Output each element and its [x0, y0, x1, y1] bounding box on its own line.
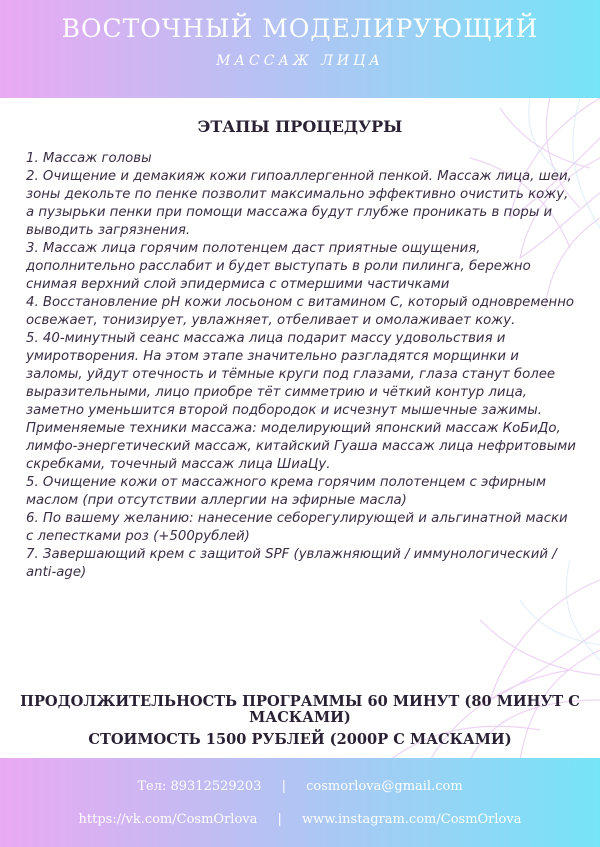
flower-decoration-bottom	[370, 560, 600, 760]
instagram-link[interactable]: www.instagram.com/CosmOrlova	[302, 812, 522, 827]
procedure-heading: ЭТАПЫ ПРОЦЕДУРЫ	[197, 117, 403, 136]
header-banner	[0, 0, 600, 98]
vk-link[interactable]: https://vk.com/CosmOrlova	[78, 812, 258, 827]
footer-banner	[0, 758, 600, 847]
program-price: СТОИМОСТЬ 1500 РУБЛЕЙ (2000Р С МАСКАМИ)	[88, 731, 512, 748]
procedure-step: 4. Восстановление pH кожи лосьоном с витамином С, который одновременно освежает, тонизирует, увлажняет, отбеливает и омолаживает кожу.	[26, 295, 575, 328]
separator: |	[281, 779, 286, 794]
procedure-step: 7. Завершающий крем с защитой SPF (увлажняющий / иммунологический / anti-age)	[26, 547, 557, 580]
separator: |	[277, 812, 282, 827]
procedure-step: 1. Массаж головы	[26, 151, 152, 166]
procedure-step: 3. Массаж лица горячим полотенцем даст приятные ощущения, дополнительно расслабит и будет выступать в роли пилинга, бережно снимая верхний слой эпидермиса с отмершими частичками	[26, 241, 531, 292]
procedure-step: 2. Очищение и демакияж кожи гипоаллергенной пенкой. Массаж лица, шеи, зоны декольте по пенке позволит максимально эффективно очистить кожу, а пузырьки пенки при помощи массажа будут глубже проникать в поры и выводить загрязнения.	[26, 169, 572, 238]
procedure-steps-list	[26, 150, 576, 582]
procedure-step: 5. 40-минутный сеанс массажа лица подарит массу удовольствия и умиротворения. На этом этапе значительно разгладятся морщинки и заломы, уйдут отечность и тёмные круги под глазами, глаза станут более выразительными, лицо приобре тёт симметрию и чёткий контур лица, заметно уменьшится второй подбородок и исчезнут мышечные зажимы. Применяемые техники массажа: моделирующий японский массаж КоБиДо, лимфо-энергетический массаж, китайский Гуаша массаж лица нефритовыми скребками, точечный массаж лица ШиаЦу.	[26, 331, 576, 472]
phone-number[interactable]: Тел: 89312529203	[137, 779, 262, 794]
header-title: ВОСТОЧНЫЙ МОДЕЛИРУЮЩИЙ	[61, 14, 539, 43]
contact-row	[0, 779, 600, 794]
procedure-step: 5. Очищение кожи от массажного крема горячим полотенцем с эфирным маслом (при отсутствии аллергии на эфирные масла)	[26, 475, 547, 508]
email-link[interactable]: cosmorlova@gmail.com	[306, 779, 463, 794]
header-subtitle: МАССАЖ ЛИЦА	[216, 53, 384, 69]
program-duration: ПРОДОЛЖИТЕЛЬНОСТЬ ПРОГРАММЫ 60 МИНУТ (80 МИНУТ С МАСКАМИ)	[20, 693, 580, 726]
procedure-step: 6. По вашему желанию: нанесение себорегулирующей и альгинатной маски с лепестками роз (+500рублей)	[26, 511, 568, 544]
social-row	[0, 812, 600, 827]
